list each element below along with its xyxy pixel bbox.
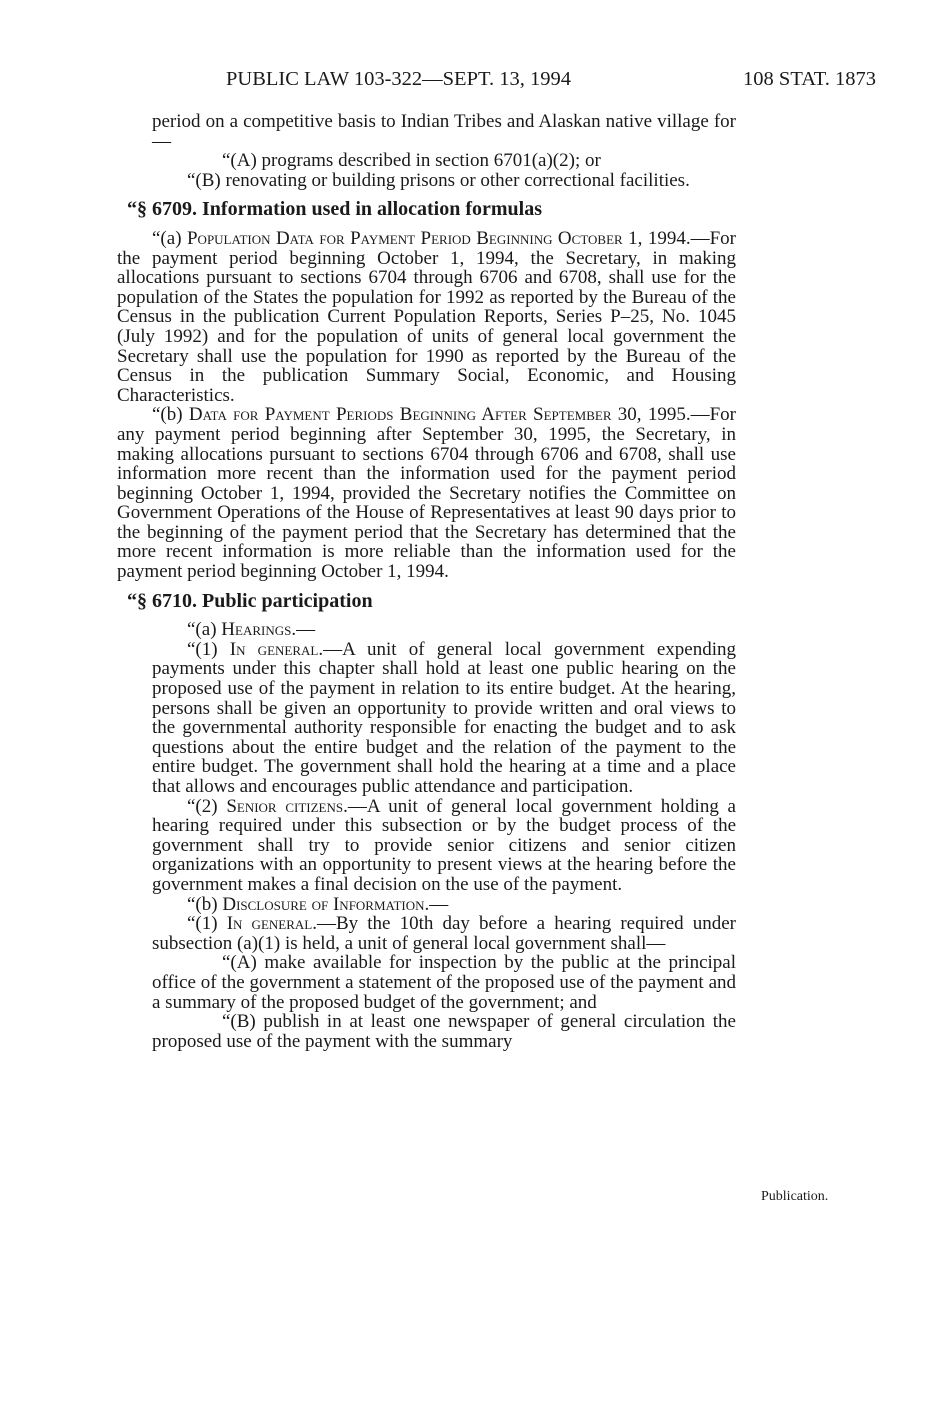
paragraph-b1 (117, 914, 736, 953)
paragraph-a1 (117, 640, 736, 797)
paragraph-heading: Senior citizens. (226, 795, 348, 817)
subsection-lead: “(b) (152, 404, 189, 426)
subsection-text: —For the payment period beginning October 1, 1994, the Secretary, in making allocations pursuant to sections 6704 through 6706 and 6708, shall use for the population of the States the population for 1992 as reported by the Bureau of the Census in the publication Current Population Reports, Series P–25, No. 1045 (July 1992) and for the population of units of general local government the Secretary shall use the population for 1990 as reported by the Bureau of the Census in the publication Summary Social, Economic, and Housing Characteristics. (117, 227, 737, 406)
section-heading-6710: “§ 6710. Public participation (127, 589, 373, 612)
page-citation: 108 STAT. 1873 (743, 68, 876, 90)
subsection-lead: “(b) (187, 893, 223, 915)
paragraph-lead: “(1) (187, 638, 230, 660)
section-heading-6709: “§ 6709. Information used in allocation formulas (127, 198, 543, 221)
paragraph-lead: “(1) (187, 913, 227, 935)
paragraph-text: —A unit of general local government expending payments under this chapter shall hold at least one public hearing on the proposed use of the payment in relation to its entire budget. At the hearing, persons shall be given an opportunity to provide written and oral views to the governmental authority responsible for enacting the budget and to ask questions about the entire budget and the relation of the payment to the entire budget. The government shall hold the hearing at a time and a place that allows and encourages public attendance and participation. (152, 638, 736, 797)
subparagraph-B: “(B) publish in at least one newspaper of general circulation the proposed use of the payment with the summary (152, 1011, 736, 1052)
subsection-dash: — (429, 893, 449, 915)
paragraph: “(B) renovating or building prisons or other correctional facilities. (187, 169, 690, 191)
subsection-heading: Disclosure of Information. (222, 893, 430, 915)
paragraph: “(A) programs described in section 6701(a)(2); or (222, 150, 601, 172)
paragraph-a2 (117, 797, 736, 895)
margin-note: Publication. (761, 1189, 829, 1204)
paragraph-text: —By the 10th day before a hearing required under subsection (a)(1) is held, a unit of general local government shall— (152, 913, 737, 954)
statute-body (117, 112, 736, 1051)
subsection-text: —For any payment period beginning after September 30, 1995, the Secretary, in making allocations pursuant to sections 6704 through 6706 and 6708, shall use information more recent than the information used for the payment period beginning October 1, 1994, provided the Secretary notifies the Committee on Government Operations of the House of Representatives at least 90 days prior to the beginning of the payment period that the Secretary has determined that the more recent information is more reliable than the information used for the payment period beginning October 1, 1994. (117, 404, 736, 583)
paragraph-heading: In general. (229, 638, 324, 660)
subsection-lead: “(a) (152, 227, 187, 249)
subsection-hearings (117, 620, 736, 640)
subsection-heading: Hearings. (221, 619, 297, 641)
subsection-lead: “(a) (187, 619, 222, 641)
running-header (226, 66, 876, 92)
subsection-heading: Data for Payment Periods Beginning After September 30, 1995. (188, 404, 691, 426)
header-title: PUBLIC LAW 103-322—SEPT. 13, 1994 (226, 68, 571, 90)
paragraph: period on a competitive basis to Indian Tribes and Alaskan native village for— (152, 111, 736, 152)
subsection-disclosure (117, 895, 736, 915)
paragraph-heading: In general. (226, 913, 317, 935)
subsection-b (117, 405, 736, 581)
subsection-a (117, 229, 736, 405)
subparagraph-A: “(A) make available for inspection by the public at the principal office of the government a statement of the proposed use of the payment and a summary of the proposed budget of the government; and (152, 952, 736, 1013)
paragraph-text: —A unit of general local government holding a hearing required under this subsection or by the budget process of the government shall try to provide senior citizens and senior citizen organizations with an opportunity to present views at the hearing before the government makes a final decision on the use of the payment. (152, 795, 736, 895)
subsection-dash: — (296, 619, 316, 641)
subsection-heading: Population Data for Payment Period Beginning October 1, 1994. (186, 227, 691, 249)
paragraph-lead: “(2) (187, 795, 227, 817)
